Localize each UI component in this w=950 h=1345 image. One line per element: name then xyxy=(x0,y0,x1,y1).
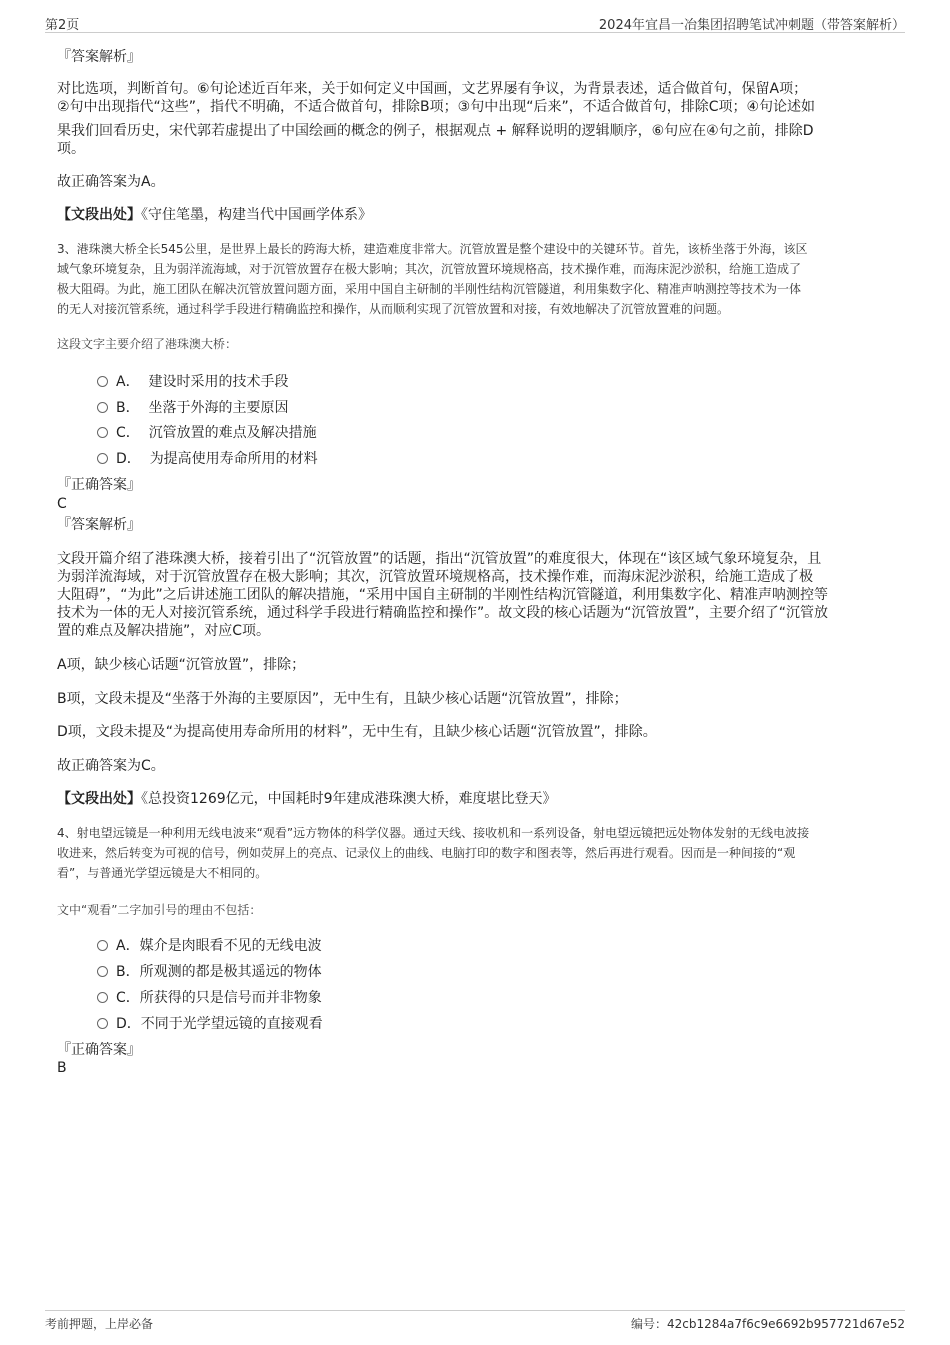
radio-icon[interactable] xyxy=(97,1018,108,1029)
source-label: 【文段出处】 xyxy=(57,791,141,807)
q2-analysis-line: 项。 xyxy=(57,141,85,157)
q3-question-line: 的无人对接沉管系统，通过科学手段进行精确监控和操作，从而顺利实现了沉管放置和对接，有效地解决了沉管放置难的问题。 xyxy=(57,302,730,316)
option-letter: C． xyxy=(116,425,140,441)
q3-source xyxy=(57,790,893,808)
radio-icon[interactable] xyxy=(97,402,108,413)
q4-option-c[interactable] xyxy=(97,987,322,1007)
q4-question-line: 4、射电望远镜是一种利用无线电波来“观看”远方物体的科学仪器。通过天线、接收机和一系列设备，射电望远镜把远处物体发射的无线电波接 xyxy=(57,826,810,840)
q3-analysis-line: 技术为一体的无人对接沉管系统，通过科学手段进行精确监控和操作”。故文段的核心话题为“沉管放置”，主要介绍了“沉管放 xyxy=(57,605,829,621)
source-title: 《总投资1269亿元，中国耗时9年建成港珠澳大桥，难度堪比登天》 xyxy=(141,791,557,807)
option-text: 媒介是肉眼看不见的无线电波 xyxy=(139,938,322,954)
q3-exclusion-a: A项，缺少核心话题“沉管放置”，排除； xyxy=(57,657,306,673)
option-letter: D． xyxy=(116,451,141,467)
q3-analysis-label: 『答案解析』 xyxy=(57,517,141,533)
q3-option-a[interactable] xyxy=(97,371,288,391)
q3-option-c[interactable] xyxy=(97,422,317,442)
q4-question-line: 收进来，然后转变为可视的信号，例如荧屏上的亮点、记录仪上的曲线、电脑打印的数字和图表等，然后再进行观看。因而是一种间接的“观 xyxy=(57,846,796,860)
q3-exclusion-d: D项，文段未提及“为提高使用寿命所用的材料”，无中生有，且缺少核心话题“沉管放置”，排除。 xyxy=(57,724,657,740)
q3-question-line: 极大阻碍。为此，施工团队在解决沉管放置问题方面，采用中国自主研制的半刚性结构沉管隧道，利用集数字化、精准声呐测控等技术为一体 xyxy=(57,282,802,296)
q3-analysis-line: 为弱洋流海域，对于沉管放置存在极大影响；其次，沉管放置环境规格高，技术操作难，而海床泥沙淤积，给施工造成了极 xyxy=(57,569,813,585)
q3-analysis-line: 文段开篇介绍了港珠澳大桥，接着引出了“沉管放置”的话题，指出“沉管放置”的难度很大，体现在“该区域气象环境复杂，且 xyxy=(57,551,822,567)
option-letter: A． xyxy=(116,938,140,954)
code-label: 编号： xyxy=(630,1317,667,1331)
q3-correct-value: C xyxy=(57,496,67,512)
document-code xyxy=(631,1315,905,1332)
radio-icon[interactable] xyxy=(97,966,108,977)
q2-analysis-label: 『答案解析』 xyxy=(57,49,141,65)
q3-question-line: 3、港珠澳大桥全长545公里，是世界上最长的跨海大桥，建造难度非常大。沉管放置是整个建设中的关键环节。首先，该桥坐落于外海，该区 xyxy=(57,242,808,256)
page-footer xyxy=(45,1310,905,1333)
q4-option-d[interactable] xyxy=(97,1013,323,1033)
option-text: 所获得的只是信号而并非物象 xyxy=(139,990,322,1006)
page-number: 第2页 xyxy=(45,18,80,33)
option-text: 为提高使用寿命所用的材料 xyxy=(149,451,318,467)
q3-analysis-line: 置的难点及解决措施”，对应C项。 xyxy=(57,623,271,639)
option-text: 沉管放置的难点及解决措施 xyxy=(148,425,317,441)
option-text: 建设时采用的技术手段 xyxy=(148,374,289,390)
radio-icon[interactable] xyxy=(97,376,108,387)
option-letter: A． xyxy=(116,374,140,390)
option-letter: B． xyxy=(116,400,140,416)
q3-lead: 这段文字主要介绍了港珠澳大桥： xyxy=(57,337,238,351)
q4-question-line: 看”，与普通光学望远镜是大不相同的。 xyxy=(57,866,268,880)
q3-analysis-line: 大阻碍”，“为此”之后讲述施工团队的解决措施，“采用中国自主研制的半刚性结构沉管隧道，利用集数字化、精准声呐测控等 xyxy=(57,587,829,603)
document-title: 2024年宜昌一冶集团招聘笔试冲刺题（带答案解析） xyxy=(598,18,905,33)
radio-icon[interactable] xyxy=(97,940,108,951)
q3-correct-label: 『正确答案』 xyxy=(57,477,141,493)
q3-exclusion-b: B项，文段未提及“坐落于外海的主要原因”，无中生有，且缺少核心话题“沉管放置”，排除； xyxy=(57,691,628,707)
radio-icon[interactable] xyxy=(97,453,108,464)
q2-conclusion: 故正确答案为A。 xyxy=(57,174,165,190)
q4-correct-value: B xyxy=(57,1060,67,1076)
footer-slogan: 考前押题，上岸必备 xyxy=(45,1317,154,1331)
page-header xyxy=(45,10,905,33)
option-text: 不同于光学望远镜的直接观看 xyxy=(140,1016,323,1032)
option-letter: C． xyxy=(116,990,140,1006)
option-text: 坐落于外海的主要原因 xyxy=(148,400,289,416)
source-label: 【文段出处】 xyxy=(57,207,141,223)
option-letter: B． xyxy=(116,964,140,980)
q2-analysis-line: 果我们回看历史，宋代郭若虚提出了中国绘画的概念的例子，根据观点 + 解释说明的逻辑顺序，⑥句应在④句之前，排除D xyxy=(57,123,814,139)
q3-question-line: 域气象环境复杂，且为弱洋流海域，对于沉管放置存在极大影响；其次，沉管放置环境规格高，技术操作难，而海床泥沙淤积，给施工造成了 xyxy=(57,262,802,276)
option-text: 所观测的都是极其遥远的物体 xyxy=(139,964,322,980)
q2-analysis-line: ②句中出现指代“这些”，指代不明确，不适合做首句，排除B项；③句中出现“后来”，不适合做首句，排除C项；④句论述如 xyxy=(57,99,816,115)
q3-option-d[interactable] xyxy=(97,448,318,468)
radio-icon[interactable] xyxy=(97,992,108,1003)
option-letter: D． xyxy=(116,1016,141,1032)
radio-icon[interactable] xyxy=(97,427,108,438)
code-value: 42cb1284a7f6c9e6692b957721d67e52 xyxy=(667,1317,905,1331)
q4-option-a[interactable] xyxy=(97,935,322,955)
q4-lead: 文中“观看”二字加引号的理由不包括： xyxy=(57,903,262,917)
q3-conclusion: 故正确答案为C。 xyxy=(57,758,165,774)
q2-analysis-line: 对比选项，判断首句。⑥句论述近百年来，关于如何定义中国画，文艺界屡有争议，为背景表述，适合做首句，保留A项； xyxy=(57,81,808,97)
q2-source xyxy=(57,206,893,224)
q3-option-b[interactable] xyxy=(97,397,289,417)
q4-correct-label: 『正确答案』 xyxy=(57,1042,141,1058)
source-title: 《守住笔墨，构建当代中国画学体系》 xyxy=(141,207,372,223)
q4-option-b[interactable] xyxy=(97,961,322,981)
